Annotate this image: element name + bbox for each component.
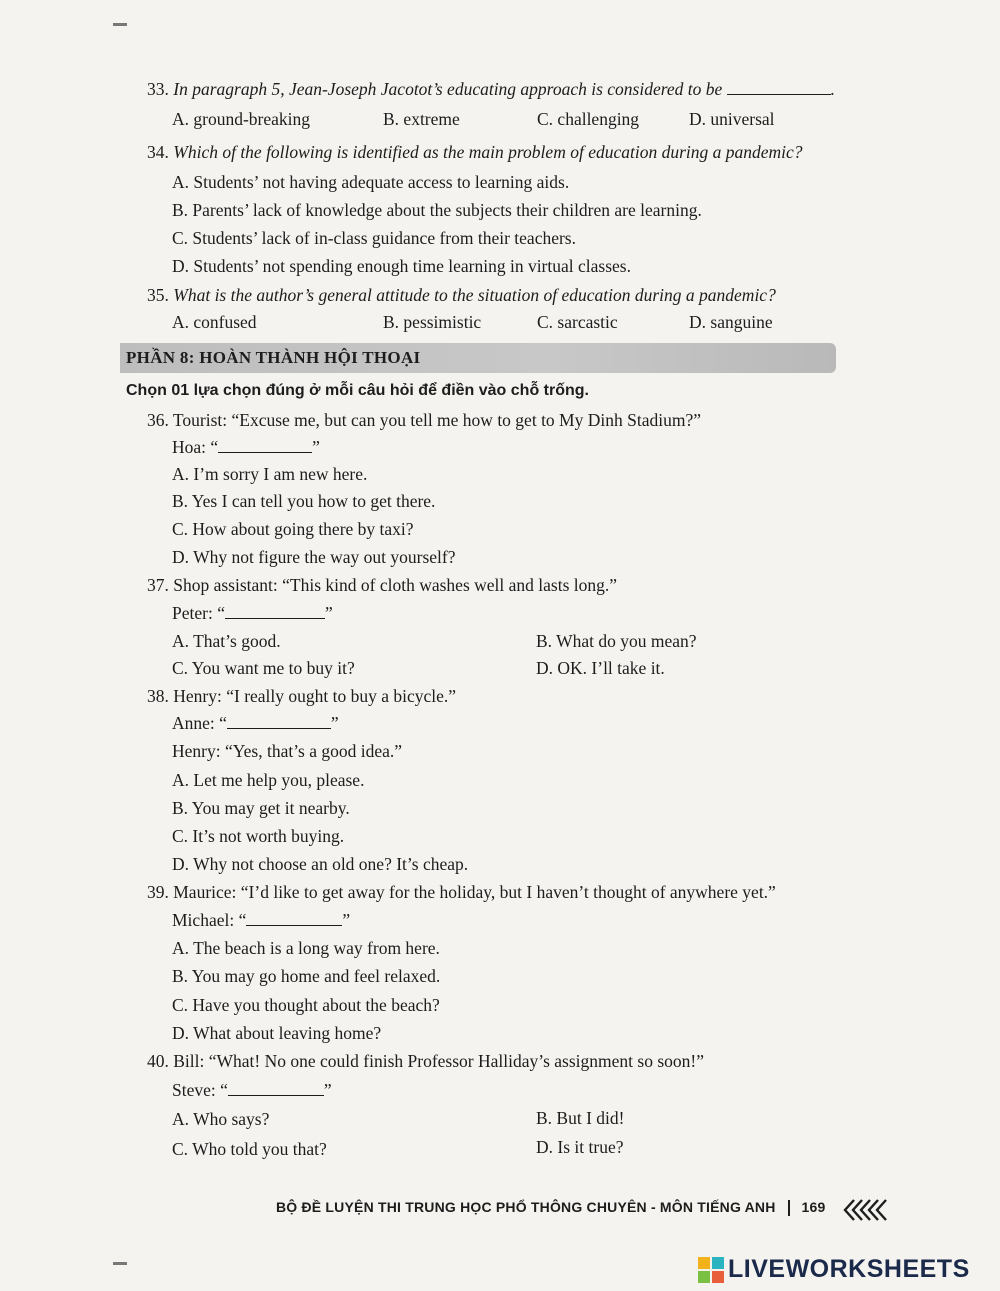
option-d[interactable]: D. Why not figure the way out yourself? [172, 547, 456, 567]
option-c[interactable]: C. You want me to buy it? [172, 658, 355, 678]
answer-blank[interactable] [225, 604, 325, 619]
answer-blank[interactable] [218, 438, 312, 453]
option-c[interactable]: C. Students’ lack of in-class guidance from their teachers. [172, 228, 576, 248]
option-a[interactable]: A. confused [172, 312, 257, 332]
question-33: 33. In paragraph 5, Jean-Joseph Jacotot’s educating approach is considered to be . [147, 79, 836, 99]
option-d[interactable]: D. Is it true? [536, 1137, 624, 1157]
option-b[interactable]: B. pessimistic [383, 312, 482, 332]
option-d[interactable]: D. universal [689, 109, 775, 129]
option-b[interactable]: B. Parents’ lack of knowledge about the subjects their children are learning. [172, 200, 702, 220]
option-a[interactable]: A. Let me help you, please. [172, 770, 365, 790]
option-c[interactable]: C. Have you thought about the beach? [172, 995, 440, 1015]
option-a[interactable]: A. ground-breaking [172, 109, 311, 129]
brand-name: LIVEWORKSHEETS [728, 1255, 970, 1283]
option-b[interactable]: B. Yes I can tell you how to get there. [172, 491, 436, 511]
reply-line: Michael: “ ” [172, 910, 351, 930]
book-title: BỘ ĐỀ LUYỆN THI TRUNG HỌC PHỔ THÔNG CHUYÊN - MÔN TIẾNG ANH [276, 1199, 776, 1215]
option-c[interactable]: C. How about going there by taxi? [172, 519, 414, 539]
section-instruction: Chọn 01 lựa chọn đúng ở mỗi câu hỏi để điền vào chỗ trống. [126, 382, 589, 399]
question-39: 39. Maurice: “I’d like to get away for the holiday, but I haven’t thought of anywhere yet.” [147, 882, 776, 902]
follow-up-line: Henry: “Yes, that’s a good idea.” [172, 741, 403, 761]
question-40: 40. Bill: “What! No one could finish Professor Halliday’s assignment so soon!” [147, 1051, 705, 1071]
scan-mark [113, 1262, 127, 1265]
reply-line: Steve: “ ” [172, 1080, 332, 1100]
question-36: 36. Tourist: “Excuse me, but can you tell me how to get to My Dinh Stadium?” [147, 410, 701, 430]
option-d[interactable]: D. sanguine [689, 312, 773, 332]
chevrons-left-icon [842, 1197, 888, 1223]
reply-line: Hoa: “ ” [172, 437, 320, 457]
question-35: 35. What is the author’s general attitude to the situation of education during a pandemic? [147, 285, 776, 305]
page-footer [276, 1199, 826, 1216]
option-a[interactable]: A. Students’ not having adequate access to learning aids. [172, 172, 570, 192]
option-d[interactable]: D. OK. I’ll take it. [536, 658, 665, 678]
answer-blank[interactable] [227, 714, 331, 729]
scan-mark [113, 23, 127, 26]
answer-blank[interactable] [246, 911, 342, 926]
option-c[interactable]: C. sarcastic [537, 312, 618, 332]
option-a[interactable]: A. That’s good. [172, 631, 281, 651]
answer-blank[interactable] [228, 1081, 324, 1096]
option-a[interactable]: A. I’m sorry I am new here. [172, 464, 368, 484]
page-number: 169 [801, 1199, 826, 1215]
question-38: 38. Henry: “I really ought to buy a bicycle.” [147, 686, 457, 706]
option-b[interactable]: B. extreme [383, 109, 460, 129]
section-title: PHẦN 8: HOÀN THÀNH HỘI THOẠI [126, 348, 421, 367]
option-d[interactable]: D. Why not choose an old one? It’s cheap. [172, 854, 469, 874]
option-b[interactable]: B. You may go home and feel relaxed. [172, 966, 441, 986]
option-d[interactable]: D. What about leaving home? [172, 1023, 382, 1043]
option-d[interactable]: D. Students’ not spending enough time learning in virtual classes. [172, 256, 631, 276]
option-b[interactable]: B. But I did! [536, 1108, 625, 1128]
footer-divider [788, 1200, 790, 1216]
option-c[interactable]: C. Who told you that? [172, 1139, 327, 1159]
question-37: 37. Shop assistant: “This kind of cloth washes well and lasts long.” [147, 575, 618, 595]
option-a[interactable]: A. Who says? [172, 1109, 270, 1129]
reply-line: Peter: “ ” [172, 603, 333, 623]
option-b[interactable]: B. What do you mean? [536, 631, 697, 651]
brand-logo [698, 1255, 970, 1284]
option-c[interactable]: C. challenging [537, 109, 640, 129]
option-a[interactable]: A. The beach is a long way from here. [172, 938, 440, 958]
liveworksheets-logo-icon [698, 1257, 724, 1283]
answer-blank[interactable] [727, 80, 831, 95]
option-b[interactable]: B. You may get it nearby. [172, 798, 350, 818]
reply-line: Anne: “ ” [172, 713, 339, 733]
question-34: 34. Which of the following is identified as the main problem of education during a pandemic? [147, 142, 803, 162]
option-c[interactable]: C. It’s not worth buying. [172, 826, 345, 846]
